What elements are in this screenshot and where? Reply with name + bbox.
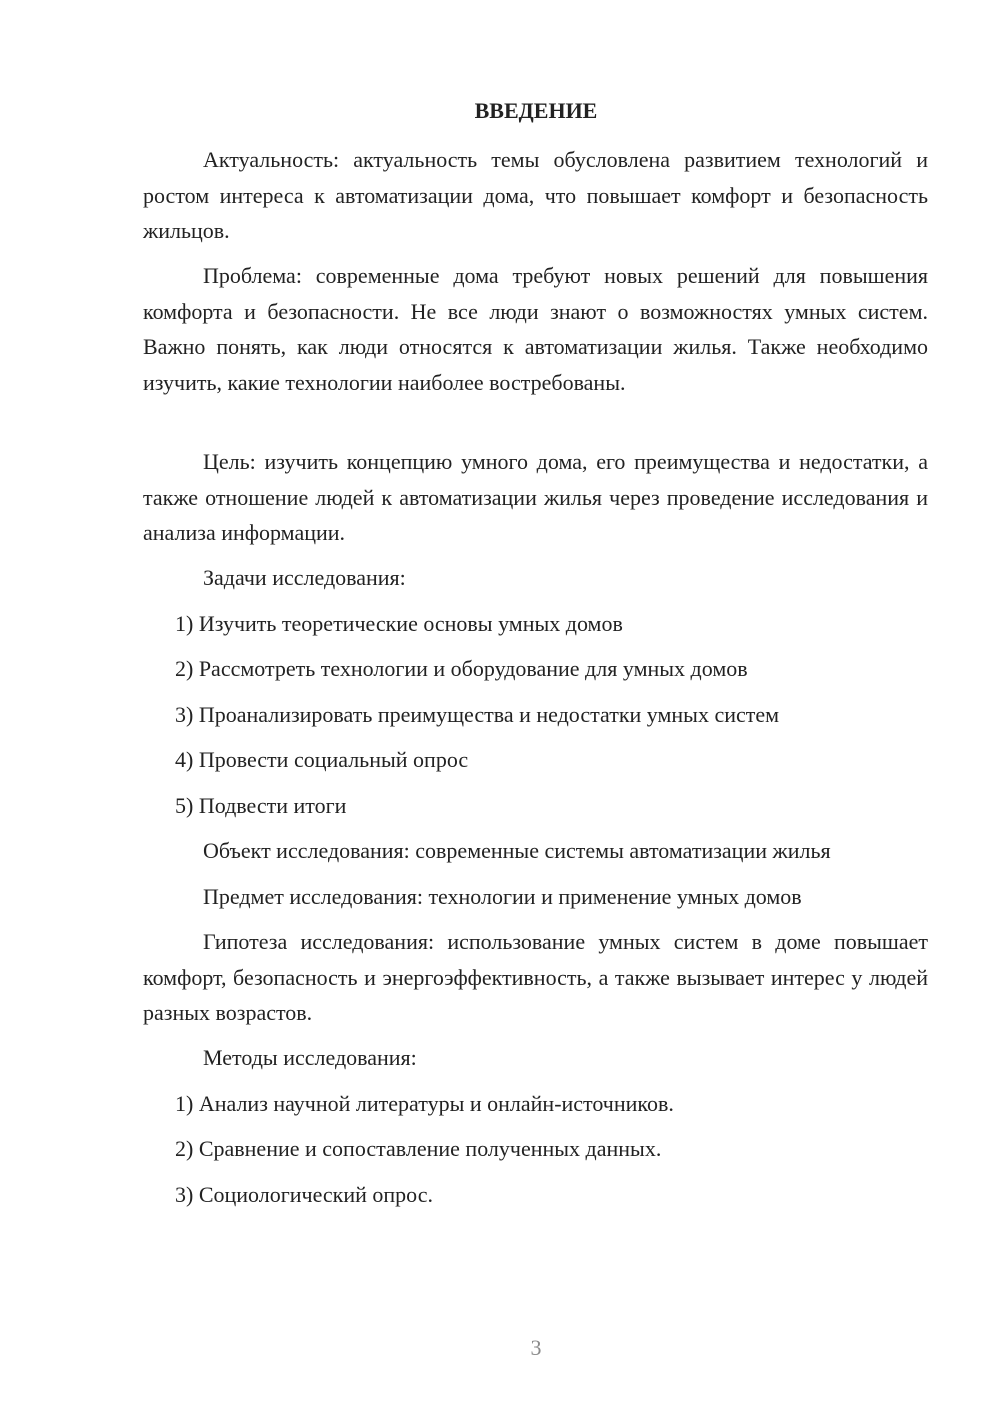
- task-item: 5) Подвести итоги: [175, 793, 347, 818]
- task-item: 4) Провести социальный опрос: [175, 747, 469, 772]
- research-object: Объект исследования: современные системы автоматизации жилья: [203, 838, 831, 863]
- methods-heading: Методы исследования:: [203, 1045, 417, 1070]
- task-item: 2) Рассмотреть технологии и оборудование для умных домов: [175, 656, 748, 681]
- goal-paragraph: Цель: изучить концепцию умного дома, его преимущества и недостатки, а также отношение людей к автоматизации жилья через проведение исследования и анализа информации.: [143, 449, 928, 545]
- task-item: 1) Изучить теоретические основы умных домов: [175, 611, 623, 636]
- method-item: 3) Социологический опрос.: [175, 1182, 433, 1207]
- page-number: 3: [530, 1335, 542, 1360]
- method-item: 1) Анализ научной литературы и онлайн-источников.: [175, 1091, 674, 1116]
- method-item: 2) Сравнение и сопоставление полученных данных.: [175, 1136, 662, 1161]
- task-item: 3) Проанализировать преимущества и недостатки умных систем: [175, 702, 780, 727]
- section-title: ВВЕДЕНИЕ: [474, 98, 598, 123]
- relevance-paragraph: Актуальность: актуальность темы обусловлена развитием технологий и ростом интереса к автоматизации дома, что повышает комфорт и безопасность жильцов.: [143, 147, 928, 243]
- hypothesis-paragraph: Гипотеза исследования: использование умных систем в доме повышает комфорт, безопасность и энергоэффективность, а также вызывает интерес у людей разных возрастов.: [143, 929, 928, 1025]
- tasks-heading: Задачи исследования:: [203, 565, 406, 590]
- research-subject: Предмет исследования: технологии и применение умных домов: [203, 884, 802, 909]
- problem-paragraph: Проблема: современные дома требуют новых решений для повышения комфорта и безопасности. Не все люди знают о возможностях умных систем. Важно понять, как люди относятся к автоматизации жилья. Также необходимо изучить, какие технологии наиболее востребованы.: [143, 263, 928, 395]
